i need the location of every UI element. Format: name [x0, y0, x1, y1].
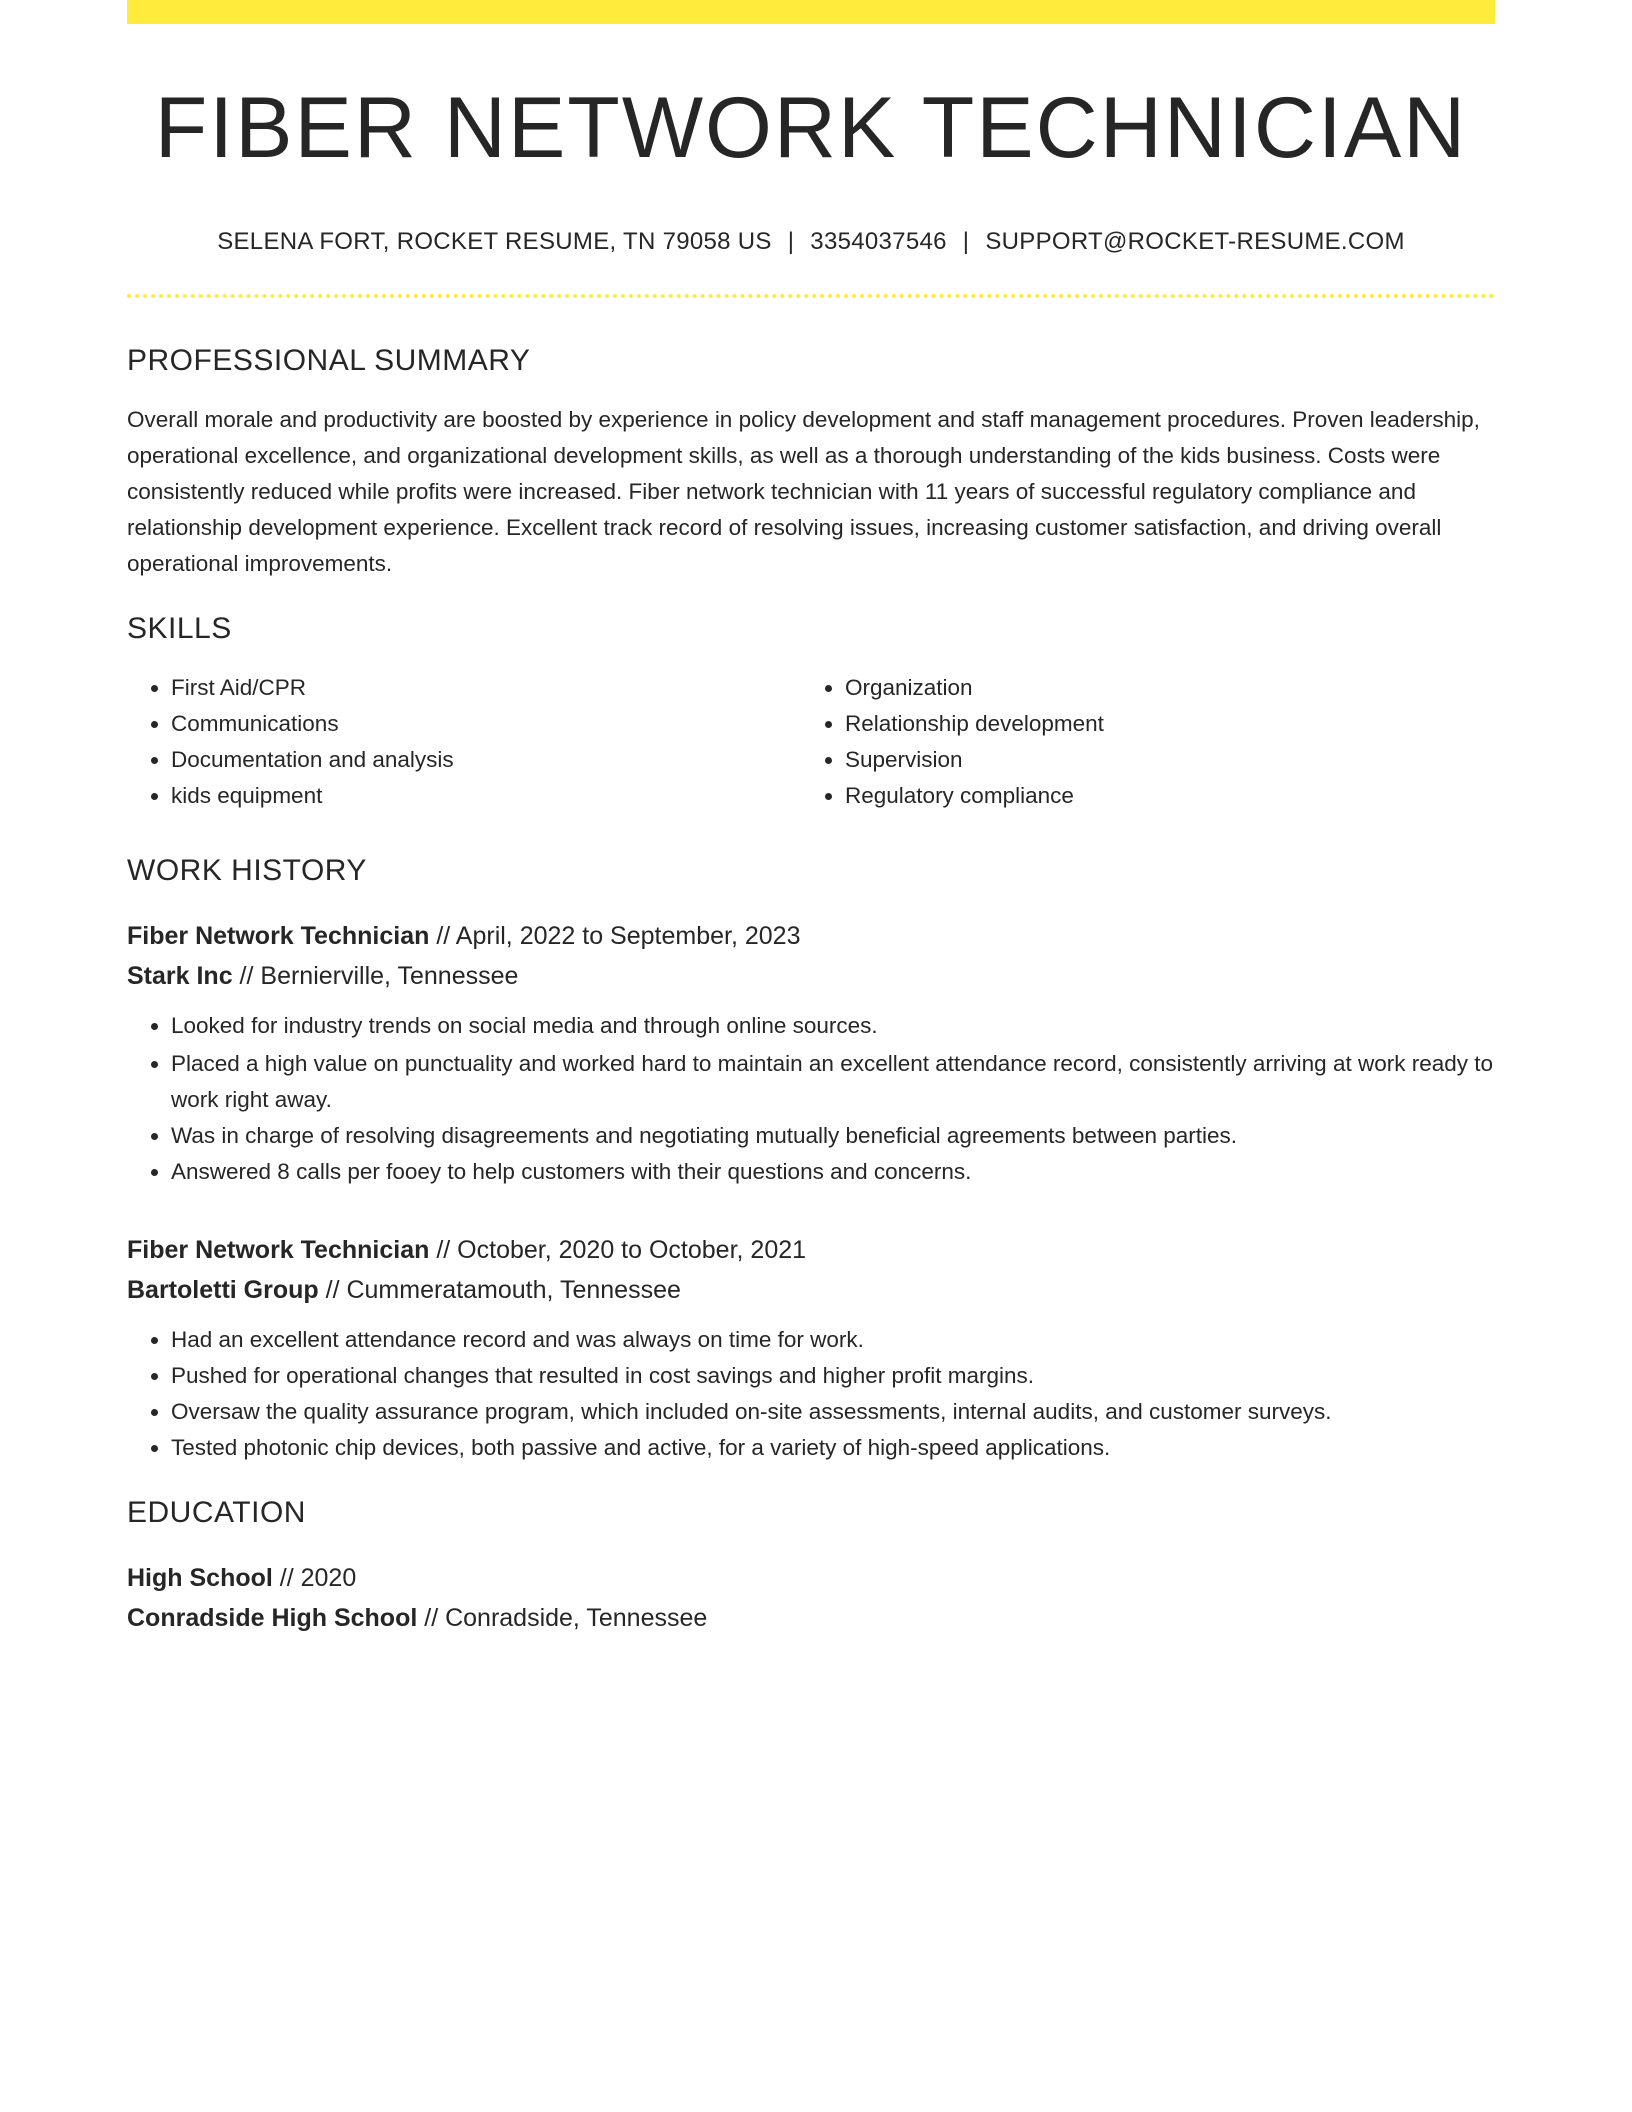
resume-page	[127, 0, 1495, 1638]
contact-address: SELENA FORT, ROCKET RESUME, TN 79058 US	[217, 227, 772, 255]
contact-line	[127, 228, 1495, 256]
job-company-line	[127, 1270, 1495, 1310]
skills-column-right	[801, 670, 1475, 814]
education-school: Conradside High School	[127, 1603, 418, 1632]
skills-heading: SKILLS	[127, 611, 232, 645]
skill-item: • Relationship development	[845, 706, 1475, 742]
job-dates: // April, 2022 to September, 2023	[429, 921, 801, 950]
skill-item: • kids equipment	[171, 778, 801, 814]
job-bullet: • Was in charge of resolving disagreements and negotiating mutually beneficial agreements between parties.	[171, 1118, 1495, 1154]
education-entry	[127, 1558, 1495, 1638]
header-divider	[127, 294, 1495, 298]
skill-item: • First Aid/CPR	[171, 670, 801, 706]
job-bullet: • Tested photonic chip devices, both passive and active, for a variety of high-speed applications.	[171, 1430, 1495, 1466]
education-degree-line	[127, 1558, 1495, 1598]
job-bullet: • Had an excellent attendance record and was always on time for work.	[171, 1322, 1495, 1358]
job-company: Bartoletti Group	[127, 1275, 319, 1304]
contact-separator: |	[962, 227, 970, 255]
job-location: // Cummeratamouth, Tennessee	[318, 1275, 681, 1304]
job-bullet: • Pushed for operational changes that resulted in cost savings and higher profit margins.	[171, 1358, 1495, 1394]
education-year: // 2020	[272, 1563, 357, 1592]
job-location: // Bernierville, Tennessee	[232, 961, 519, 990]
job-entry	[127, 1230, 1495, 1466]
skill-item: • Regulatory compliance	[845, 778, 1475, 814]
job-company: Stark Inc	[127, 961, 233, 990]
contact-email: SUPPORT@ROCKET-RESUME.COM	[985, 227, 1405, 255]
education-school-line	[127, 1598, 1495, 1638]
job-entry	[127, 916, 1495, 1190]
summary-heading: PROFESSIONAL SUMMARY	[127, 343, 531, 377]
job-company-line	[127, 956, 1495, 996]
skills-list	[127, 670, 1495, 814]
job-bullet: • Oversaw the quality assurance program, which included on-site assessments, internal audits, and customer surveys.	[171, 1394, 1495, 1430]
education-location: // Conradside, Tennessee	[417, 1603, 708, 1632]
skills-column-left	[127, 670, 801, 814]
skill-item: • Documentation and analysis	[171, 742, 801, 778]
skill-item: • Supervision	[845, 742, 1475, 778]
job-bullet: • Answered 8 calls per fooey to help customers with their questions and concerns.	[171, 1154, 1495, 1190]
job-bullets	[127, 1008, 1495, 1190]
job-role: Fiber Network Technician	[127, 1235, 430, 1264]
job-bullet: • Placed a high value on punctuality and worked hard to maintain an excellent attendance record, consistently arriving at work ready to work right away.	[171, 1046, 1495, 1118]
job-bullet: • Looked for industry trends on social media and through online sources.	[171, 1008, 1495, 1044]
top-accent-bar	[127, 0, 1495, 24]
job-title-line	[127, 1230, 1495, 1270]
job-dates: // October, 2020 to October, 2021	[429, 1235, 807, 1264]
education-degree: High School	[127, 1563, 273, 1592]
skill-item: • Organization	[845, 670, 1475, 706]
contact-separator: |	[787, 227, 795, 255]
work-history-heading: WORK HISTORY	[127, 853, 367, 887]
skill-item: • Communications	[171, 706, 801, 742]
job-role: Fiber Network Technician	[127, 921, 430, 950]
candidate-name: FIBER NETWORK TECHNICIAN	[154, 80, 1468, 176]
summary-text: Overall morale and productivity are boosted by experience in policy development and staff management procedures. Proven leadership, operational excellence, and organizational development skills, as well as a thorough understanding of the kids business. Costs were consistently reduced while profits were increased. Fiber network technician with 11 years of successful regulatory compliance and relationship development experience. Excellent track record of resolving issues, increasing customer satisfaction, and driving overall operational improvements.	[127, 406, 1480, 576]
contact-phone: 3354037546	[810, 227, 947, 255]
education-heading: EDUCATION	[127, 1495, 306, 1529]
job-bullets	[127, 1322, 1495, 1466]
job-title-line	[127, 916, 1495, 956]
